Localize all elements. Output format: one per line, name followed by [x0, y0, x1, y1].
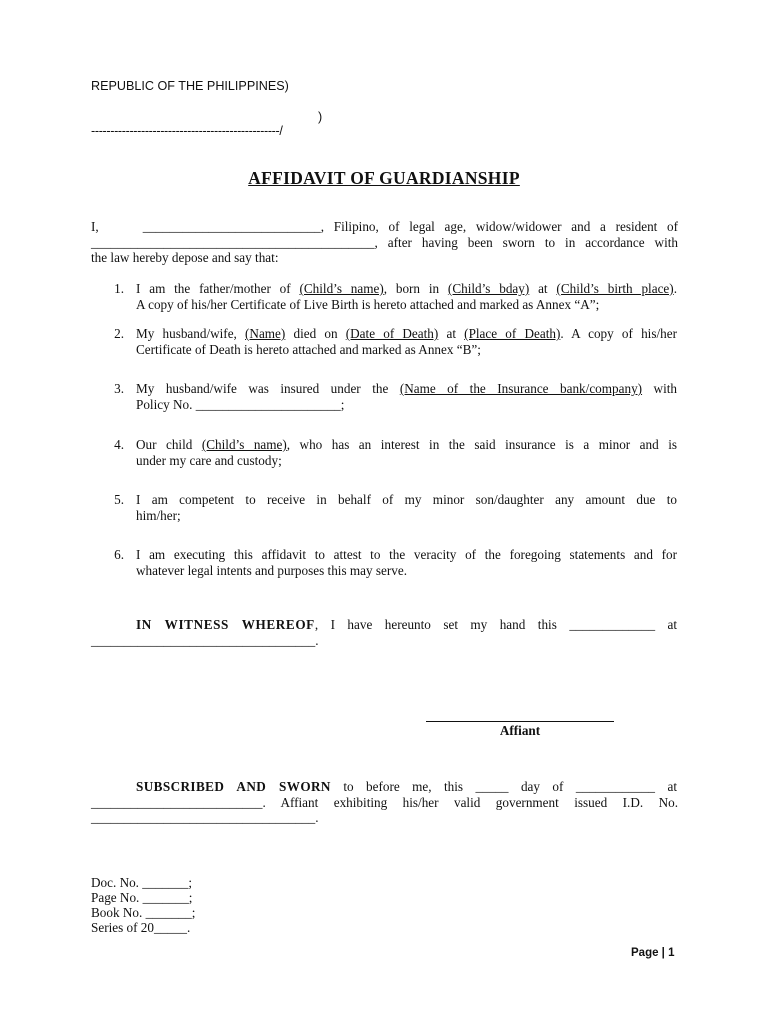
- item-5-line-1: I am competent to receive in behalf of my minor son/daughter any amount due to: [136, 492, 677, 507]
- place-of-death-field: (Place of Death): [464, 326, 561, 341]
- item-3: [136, 381, 677, 412]
- witness-place-blank: __________________________________.: [91, 633, 319, 648]
- intro-line-1: [91, 219, 678, 235]
- witness-line-1: IN WITNESS WHEREOF, I have hereunto set my hand this _____________ at: [136, 617, 678, 632]
- intro-i: I,: [91, 219, 99, 234]
- subscribed-line-1: SUBSCRIBED AND SWORN to before me, this _____ day of ____________ at: [136, 779, 677, 794]
- subscribed-heading: SUBSCRIBED AND SWORN: [136, 779, 331, 794]
- item-3-number: 3.: [114, 381, 124, 396]
- item-2: [136, 326, 677, 357]
- date-of-death-field: (Date of Death): [345, 326, 439, 341]
- page-no: Page No. _______;: [91, 890, 193, 905]
- item-5-number: 5.: [114, 492, 124, 507]
- childs-name-field: (Child’s name): [299, 281, 384, 296]
- item-2-line-2: Certificate of Death is hereto attached and marked as Annex “B”;: [136, 341, 481, 357]
- item-6-line-1: I am executing this affidavit to attest to the veracity of the foregoing statements and for: [136, 547, 677, 562]
- intro-line-1-text: , Filipino, of legal age, widow/widower and a resident of: [320, 219, 679, 234]
- id-number-blank: __________________________________.: [91, 810, 319, 825]
- item-5-line-2: him/her;: [136, 507, 181, 523]
- item-1-line-1: I am the father/mother of (Child’s name), born in (Child’s bday) at (Child’s birth place).: [136, 281, 677, 296]
- childs-birthplace-field: (Child’s birth place): [556, 281, 674, 296]
- residence-blank: ___________________________________________: [91, 235, 375, 250]
- item-1-number: 1.: [114, 281, 124, 296]
- item-6: [136, 547, 677, 578]
- item-3-line-2: Policy No. ______________________;: [136, 396, 345, 412]
- item-3-line-1: My husband/wife was insured under the (Name of the Insurance bank/company) with: [136, 381, 678, 396]
- header-dashes: -------------------------------------------------/: [91, 124, 283, 138]
- child-name-field: (Child’s name): [201, 437, 287, 452]
- witness-date-blank: _____________: [569, 617, 656, 632]
- name-blank: ___________________________: [142, 219, 321, 234]
- item-5: [136, 492, 677, 523]
- series-of: Series of 20_____.: [91, 920, 191, 935]
- header-paren: ): [318, 110, 323, 124]
- item-4-number: 4.: [114, 437, 124, 452]
- book-no: Book No. _______;: [91, 905, 196, 920]
- item-2-number: 2.: [114, 326, 124, 341]
- item-2-line-1: My husband/wife, (Name) died on (Date of Death) at (Place of Death). A copy of his/her: [136, 326, 677, 341]
- affiant-label: Affiant: [499, 723, 541, 738]
- subscribed-place-blank: __________________________: [91, 795, 263, 810]
- intro-line-2: [91, 235, 678, 251]
- childs-bday-field: (Child’s bday): [447, 281, 530, 296]
- page-number: Page | 1: [631, 947, 675, 959]
- item-1-line-2: A copy of his/her Certificate of Live Birth is hereto attached and marked as Annex “A”;: [136, 296, 600, 312]
- item-6-number: 6.: [114, 547, 124, 562]
- spouse-name-field: (Name): [245, 326, 286, 341]
- intro-line-3: the law hereby depose and say that:: [91, 250, 279, 265]
- item-4: [136, 437, 677, 468]
- insurance-company-field: (Name of the Insurance bank/company): [399, 381, 643, 396]
- item-6-line-2: whatever legal intents and purposes this may serve.: [136, 562, 408, 578]
- item-4-line-1: Our child (Child’s name), who has an interest in the said insurance is a minor and is: [136, 437, 677, 452]
- item-1: [136, 281, 677, 312]
- doc-no: Doc. No. _______;: [91, 875, 193, 890]
- witness-heading: IN WITNESS WHEREOF: [136, 617, 315, 632]
- item-4-line-2: under my care and custody;: [136, 452, 282, 468]
- intro-line-2-text: , after having been sworn to in accordance with: [374, 235, 678, 250]
- document-title: AFFIDAVIT OF GUARDIANSHIP: [248, 168, 520, 188]
- subscribed-line-2: __________________________. Affiant exhibiting his/her valid government issued I.D. No.: [91, 795, 678, 810]
- affiant-signature-line: [426, 707, 614, 722]
- republic-header: REPUBLIC OF THE PHILIPPINES): [91, 79, 289, 93]
